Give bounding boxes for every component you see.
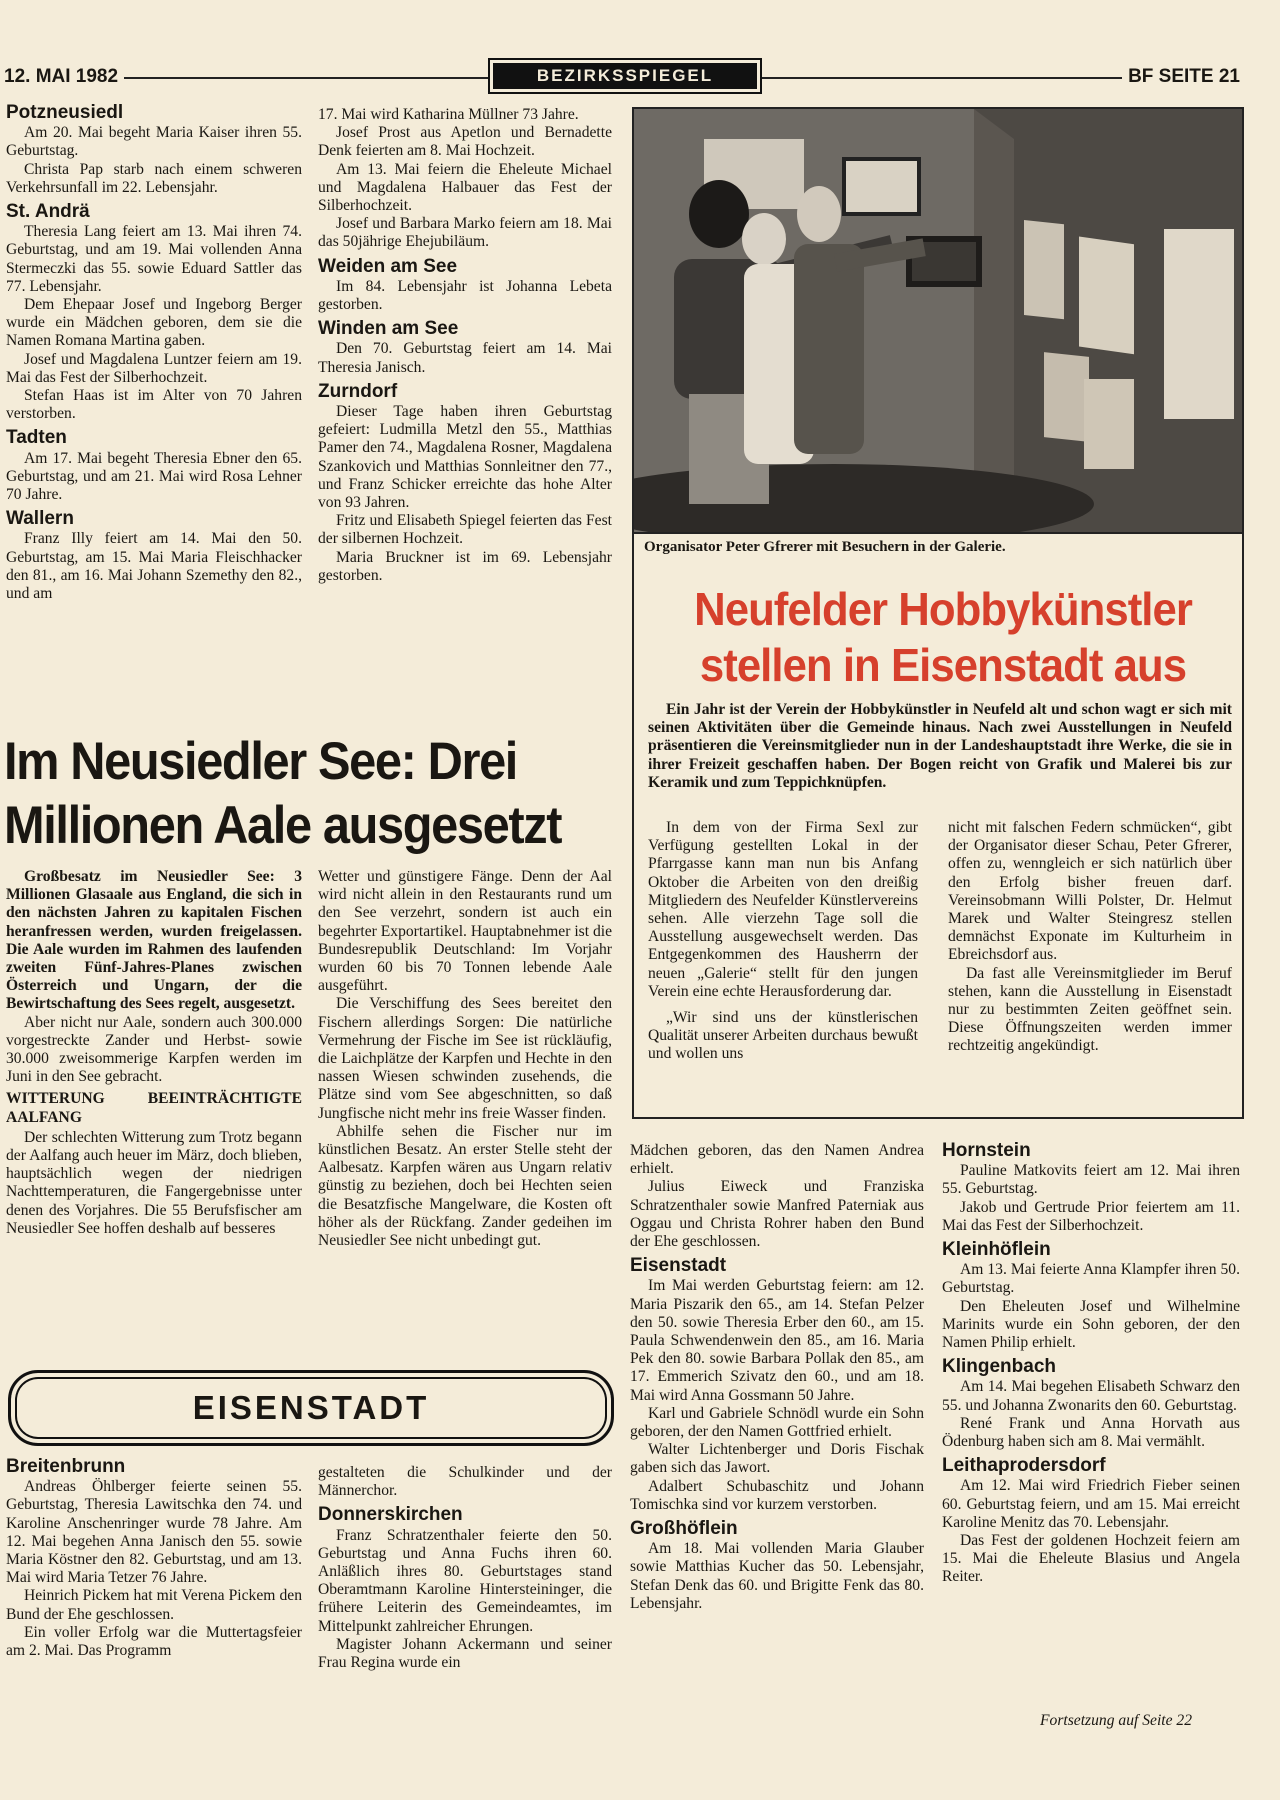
column-2 <box>318 106 612 585</box>
heading-winden-am-see: Winden am See <box>318 318 459 340</box>
paragraph: Am 12. Mai wird Friedrich Fieber seinen 60. Geburtstag feiern, und am 15. Mai erreicht Karoline Menitz das 70. Lebensjahr. <box>942 1477 1240 1531</box>
paragraph: Wetter und günstigere Fänge. Denn der Aal wird nicht allein in den Restaurants rund um den See verzehrt, sondern ist auch ein begehrter Exportartikel. Hauptabnehmer ist die Bundesrepublik Deutschland: Im Vorjahr wurden 60 bis 70 Tonnen lebende Aale ausgeführt. <box>318 868 613 995</box>
gallery-photo <box>634 109 1242 532</box>
paragraph: Andreas Öhlberger feierte seinen 55. Geburtstag, Theresia Lawitschka den 74. und Karoline Anschenringer wurde 78 Jahre. Am 12. Mai begehen Anna Janisch den 55. sowie Maria Köstner den 82. Geburtstag, und am 13. Mai wird Maria Tetzer 76 Jahre. <box>6 1478 302 1587</box>
page-number: BF SEITE 21 <box>1122 66 1240 88</box>
paragraph: Josef und Barbara Marko feiern am 18. Mai das 50jährige Ehejubiläum. <box>318 215 612 251</box>
paragraph: Der schlechten Witterung zum Trotz begann der Aalfang auch heuer im März, doch blieben, hauptsächlich wegen der niedrigen Nachttemperaturen, die Fangergebnisse unter denen des Vorjahres. Die 55 Berufsfischer am Neusiedler See hoffen deshalb auf besseres <box>6 1128 302 1237</box>
paragraph: nicht mit falschen Federn schmücken“, gibt der Organisator dieser Schau, Peter Gfrerer, offen zu, wenngleich er sich natürlich über den Erfolg bisher freuen darf. Vereinsobmann Willi Polster, Dr. Helmut Marek und Walter Steingresz stellen demnächst Exponate im Kulturheim in Ebreichsdorf aus. <box>948 819 1232 964</box>
gallery-column-a <box>648 819 918 1064</box>
paragraph: Dieser Tage haben ihren Geburtstag gefeiert: Ludmilla Metzl den 55., Matthias Pamer den 74., Magdalena Rosner, Magdalena Szankovich und Matthias Sonnleitner den 77., und Franz Schicker erreichte das hohe Alter von 93 Jahren. <box>318 403 612 512</box>
heading-weiden-am-see: Weiden am See <box>318 255 458 277</box>
heading-tadten: Tadten <box>6 427 67 449</box>
paragraph: Theresia Lang feiert am 13. Mai ihren 74. Geburtstag, und am 19. Mai vollenden Anna Stermeczki das 55. sowie Eduard Sattler das 77. Lebensjahr. <box>6 223 302 295</box>
paragraph: Am 13. Mai feiern die Eheleute Michael und Magdalena Halbauer das Fest der Silberhochzeit. <box>318 160 612 215</box>
paragraph: Fritz und Elisabeth Spiegel feierten das Fest der silbernen Hochzeit. <box>318 512 612 548</box>
paragraph: Franz Schratzenthaler feierte den 50. Geburtstag und Anna Fuchs ihren 60. Anläßlich ihres 80. Geburtstages stand Oberamtmann Karoline Hintersteininger, die frühere Leiterin des Gemeindeamtes, im Mittelpunkt zahlreicher Ehrungen. <box>318 1526 612 1635</box>
paragraph: Am 14. Mai begehen Elisabeth Schwarz den 55. und Johanna Zwonarits den 60. Geburtstag. <box>942 1378 1240 1414</box>
paragraph: Magister Johann Ackermann und seiner Frau Regina wurde ein <box>318 1635 612 1672</box>
paragraph: Stefan Haas ist im Alter von 70 Jahren verstorben. <box>6 387 302 423</box>
aale-lead: Großbesatz im Neusiedler See: 3 Millionen Glasaale aus England, die sich in den nächsten Jahren zu kapitalen Fischen heranfressen werden, wurden freigelassen. Die Aale wurden im Rahmen des laufenden zweiten Fünf-Jahres-Planes zwischen Österreich und Ungarn, der die Bewirtschaftung des Sees regelt, ausgesetzt. <box>6 868 302 1013</box>
paragraph: Am 18. Mai vollenden Maria Glauber sowie Matthias Kucher das 50. Lebensjahr, Stefan Denk das 60. und Brigitte Fenk das 80. Lebensjahr. <box>630 1540 924 1612</box>
gallery-column-b <box>948 819 1232 1056</box>
aale-column-a <box>6 868 302 1238</box>
paragraph: Josef Prost aus Apetlon und Bernadette Denk feierten am 8. Mai Hochzeit. <box>318 124 612 160</box>
heading-leithaprodersdorf: Leithaprodersdorf <box>942 1455 1106 1477</box>
continuation-note: Fortsetzung auf Seite 22 <box>1040 1712 1193 1729</box>
paragraph: Am 17. Mai begeht Theresia Ebner den 65. Geburtstag, und am 21. Mai wird Rosa Lehner 70 Jahre. <box>6 449 302 504</box>
heading-klingenbach: Klingenbach <box>942 1356 1057 1378</box>
eisenstadt-column-2 <box>318 1464 612 1672</box>
paragraph: Pauline Matkovits feiert am 12. Mai ihren 55. Geburtstag. <box>942 1162 1240 1198</box>
eisenstadt-column-4 <box>942 1142 1240 1587</box>
paragraph: 17. Mai wird Katharina Müllner 73 Jahre. <box>318 106 579 123</box>
caption-rule <box>634 532 1242 534</box>
issue-date: 12. MAI 1982 <box>4 66 124 88</box>
paragraph: Im Mai werden Geburtstag feiern: am 12. Maria Piszarik den 65., am 14. Stefan Pelzer den 50. sowie Theresia Erber den 60., am 15. Paula Schwendenwein den 85., am 16. Maria Pek den 80. sowie Barbara Pollak den 85., am 17. Emmerich Szivatz den 60., und am 18. Mai wird Anna Gossmann 50 Jahre. <box>630 1277 924 1404</box>
heading-breitenbrunn: Breitenbrunn <box>6 1456 126 1477</box>
paragraph: Jakob und Gertrude Prior feiertem am 11. Mai das Fest der Silberhochzeit. <box>942 1198 1240 1234</box>
paragraph: Christa Pap starb nach einem schweren Verkehrsunfall im 22. Lebensjahr. <box>6 160 302 196</box>
heading-kleinhoeflein: Kleinhöflein <box>942 1239 1051 1261</box>
gallery-headline <box>663 581 1224 693</box>
paragraph: Maria Bruckner ist im 69. Lebensjahr gestorben. <box>318 548 612 584</box>
paragraph: Josef und Magdalena Luntzer feiern am 19. Mai das Fest der Silberhochzeit. <box>6 350 302 386</box>
paragraph: Dem Ehepaar Josef und Ingeborg Berger wurde ein Mädchen geboren, dem sie die Namen Romana Martina gaben. <box>6 296 302 350</box>
paragraph: Karl und Gabriele Schnödl wurde ein Sohn geboren, der den Namen Gottfried erhielt. <box>630 1404 924 1441</box>
paragraph: Das Fest der goldenen Hochzeit feiern am 15. Mai die Eheleute Blasius und Angela Reiter. <box>942 1532 1240 1586</box>
heading-potzneusiedl: Potzneusiedl <box>6 102 124 123</box>
paragraph: Die Verschiffung des Sees bereitet den Fischern allerdings Sorgen: Die natürliche Vermehrung der Fische im See ist rückläufig, die Laichplätze der Karpfen und Hechte in den nassen Wiesen schwinden zusehends, die Plätze sind vom See abgeschnitten, so daß Jungfische nicht mehr ins freie Wasser finden. <box>318 995 612 1122</box>
eisenstadt-column-1 <box>6 1458 302 1660</box>
paragraph: Den Eheleuten Josef und Wilhelmine Marinits wurde ein Sohn geboren, der den Namen Philip erhielt. <box>942 1297 1240 1352</box>
section-title: BEZIRKSSPIEGEL <box>488 58 762 94</box>
paragraph: Den 70. Geburtstag feiert am 14. Mai Theresia Janisch. <box>318 340 612 376</box>
paragraph: In dem von der Firma Sexl zur Verfügung gestellten Lokal in der Pfarrgasse kann man nun bis Anfang Oktober die Arbeiten von den dreißig Mitgliedern des Neufelder Künstlervereins sehen. Alle vierzehn Tage soll die Ausstellung ausgewechselt werden. Das Entgegenkommen des Hausherrn der neuen „Galerie“ stellt für den jungen Verein eine echte Herausforderung dar. <box>648 819 918 1000</box>
heading-grosshoeflein: Großhöflein <box>630 1518 738 1540</box>
paragraph: Da fast alle Vereinsmitglieder im Beruf stehen, kann die Ausstellung in Eisenstadt nur zu bestimmten Zeiten geöffnet sein. Diese Öffnungszeiten werden immer rechtzeitig angekündigt. <box>948 964 1232 1055</box>
paragraph: Walter Lichtenberger und Doris Fischak gaben sich das Jawort. <box>630 1441 924 1477</box>
page-header <box>4 58 1240 98</box>
paragraph: Abhilfe sehen die Fischer nur im künstlichen Besatz. An erster Stelle steht der Aalbesatz. Karpfen wären aus Ungarn relativ günstig zu beziehen, doch bei Hechten seien die Besatzfische Mangelware, die Kosten oft höher als der Rückfang. Zander gedeihen im Neusiedler See nicht unbedingt gut. <box>318 1122 612 1250</box>
paragraph: Adalbert Schubaschitz und Johann Tomischka sind vor kurzem verstorben. <box>630 1477 924 1513</box>
heading-donnerskirchen: Donnerskirchen <box>318 1504 463 1526</box>
aale-headline <box>4 730 574 858</box>
gallery-headline-line-2: stellen in Eisenstadt aus <box>699 639 1187 691</box>
eisenstadt-column-3 <box>630 1142 924 1613</box>
paragraph: „Wir sind uns der künstlerischen Qualität unserer Arbeiten durchaus bewußt und wollen uns <box>648 1009 918 1063</box>
aale-subhead: WITTERUNG BEEINTRÄCHTIGTE AALFANG <box>6 1090 302 1126</box>
heading-zurndorf: Zurndorf <box>318 380 398 402</box>
heading-eisenstadt: Eisenstadt <box>630 1255 727 1277</box>
paragraph: Aber nicht nur Aale, sondern auch 300.000 vorgestreckte Zander und Herbst- sowie 30.000 zweisommerige Karpfen werden im Juni in den See gebracht. <box>6 1013 302 1086</box>
aale-column-b <box>318 868 612 1250</box>
gallery-headline-line-1: Neufelder Hobbykünstler <box>694 583 1192 635</box>
paragraph: gestalteten die Schulkinder und der Männerchor. <box>318 1464 612 1500</box>
paragraph: Heinrich Pickem hat mit Verena Pickem den Bund der Ehe geschlossen. <box>6 1587 302 1623</box>
column-1 <box>6 104 302 603</box>
heading-wallern: Wallern <box>6 508 74 530</box>
heading-st-andrae: St. Andrä <box>6 201 90 223</box>
paragraph: Im 84. Lebensjahr ist Johanna Lebeta gestorben. <box>318 277 612 314</box>
paragraph: Mädchen geboren, das den Namen Andrea erhielt. <box>630 1142 924 1178</box>
paragraph: Ein voller Erfolg war die Muttertagsfeier am 2. Mai. Das Programm <box>6 1623 302 1660</box>
paragraph: Am 13. Mai feierte Anna Klampfer ihren 50. Geburtstag. <box>942 1261 1240 1297</box>
paragraph: Franz Illy feiert am 14. Mai den 50. Geburtstag, am 15. Mai Maria Fleischhacker den 81., am 16. Mai Johann Szemethy den 82., und am <box>6 530 302 603</box>
heading-hornstein: Hornstein <box>942 1140 1031 1161</box>
paragraph: Am 20. Mai begeht Maria Kaiser ihren 55. Geburtstag. <box>6 124 302 160</box>
aale-headline-line-2: Millionen Aale ausgesetzt <box>4 796 562 855</box>
paragraph: Julius Eiweck und Franziska Schratzenthaler sowie Manfred Paterniak aus Oggau und Christa Rohrer haben den Bund der Ehe geschlossen. <box>630 1178 924 1251</box>
paragraph: René Frank und Anna Horvath aus Ödenburg haben sich am 8. Mai vermählt. <box>942 1414 1240 1451</box>
eisenstadt-banner: EISENSTADT <box>8 1370 614 1446</box>
gallery-lead: Ein Jahr ist der Verein der Hobbykünstler in Neufeld alt und schon wagt er sich mit seinen Aktivitäten über die Gemeinde hinaus. Nach zwei Ausstellungen in Neufeld präsentieren die Vereinsmitglieder nun in der Landeshauptstadt ihre Werke, die sie in ihrer Freizeit geschaffen haben. Der Bogen reicht von Grafik und Malerei bis zur Keramik und zum Teppichknüpfen. <box>648 701 1232 791</box>
aale-headline-line-1: Im Neusiedler See: Drei <box>4 732 517 791</box>
photo-caption: Organisator Peter Gfrerer mit Besuchern in der Galerie. <box>644 539 1006 555</box>
gallery-article-box <box>632 107 1244 1119</box>
gallery-photo-illustration <box>634 109 1242 532</box>
